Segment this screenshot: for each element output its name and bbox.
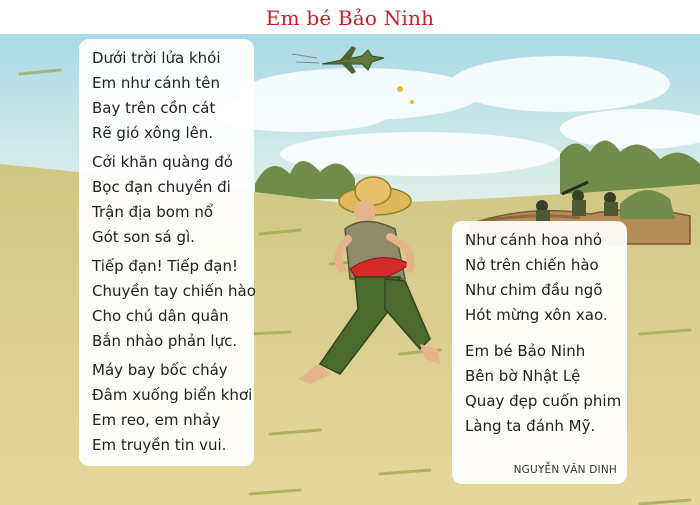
poem-line: Như cánh hoa nhỏ — [465, 231, 603, 249]
poem-line: Cởi khăn quàng đỏ — [92, 153, 233, 171]
poem-line: Em như cánh tên — [92, 74, 220, 92]
poem-line: Hót mừng xôn xao. — [465, 306, 608, 324]
poem-line: Nở trên chiến hào — [465, 256, 599, 274]
poem-line: Máy bay bốc cháy — [92, 361, 228, 379]
poem-line: Bọc đạn chuyền đi — [92, 178, 231, 196]
poem-card-right — [452, 221, 627, 484]
poem-line: Dưới trời lửa khói — [92, 49, 221, 67]
poem-line: Như chim đầu ngõ — [465, 281, 603, 299]
poem-line: Gót son sá gì. — [92, 228, 195, 246]
poem-line: Đâm xuống biển khơi — [92, 386, 253, 404]
stanza-6 — [465, 339, 621, 439]
stanza-5 — [465, 228, 608, 328]
stanza-3 — [92, 254, 256, 354]
poem-line: Chuyền tay chiến hào — [92, 282, 256, 300]
poem-line: Tiếp đạn! Tiếp đạn! — [92, 257, 239, 275]
poem-line: Bắn nhào phản lực. — [92, 332, 238, 350]
poem-line: Rẽ gió xông lên. — [92, 124, 214, 142]
poem-line: Em truyền tin vui. — [92, 436, 227, 454]
poem-title: Em bé Bảo Ninh — [265, 6, 435, 30]
poem-line: Bay trên cồn cát — [92, 99, 216, 117]
poem-line: Cho chú dân quân — [92, 307, 229, 325]
stanza-1 — [92, 46, 221, 146]
poem-line: Em bé Bảo Ninh — [465, 342, 586, 360]
poem-line: Bên bờ Nhật Lệ — [465, 367, 581, 385]
stanza-2 — [92, 150, 233, 250]
poem-card-left — [79, 39, 254, 466]
stanza-4 — [92, 358, 252, 458]
poem-line: Trận địa bom nổ — [92, 203, 214, 221]
poem-line: Em reo, em nhảy — [92, 411, 221, 429]
poem-author: NGUYỄN VĂN DINH — [513, 464, 617, 476]
poem-line: Quay đẹp cuốn phim — [465, 392, 622, 410]
poem-line: Làng ta đánh Mỹ. — [465, 417, 596, 435]
